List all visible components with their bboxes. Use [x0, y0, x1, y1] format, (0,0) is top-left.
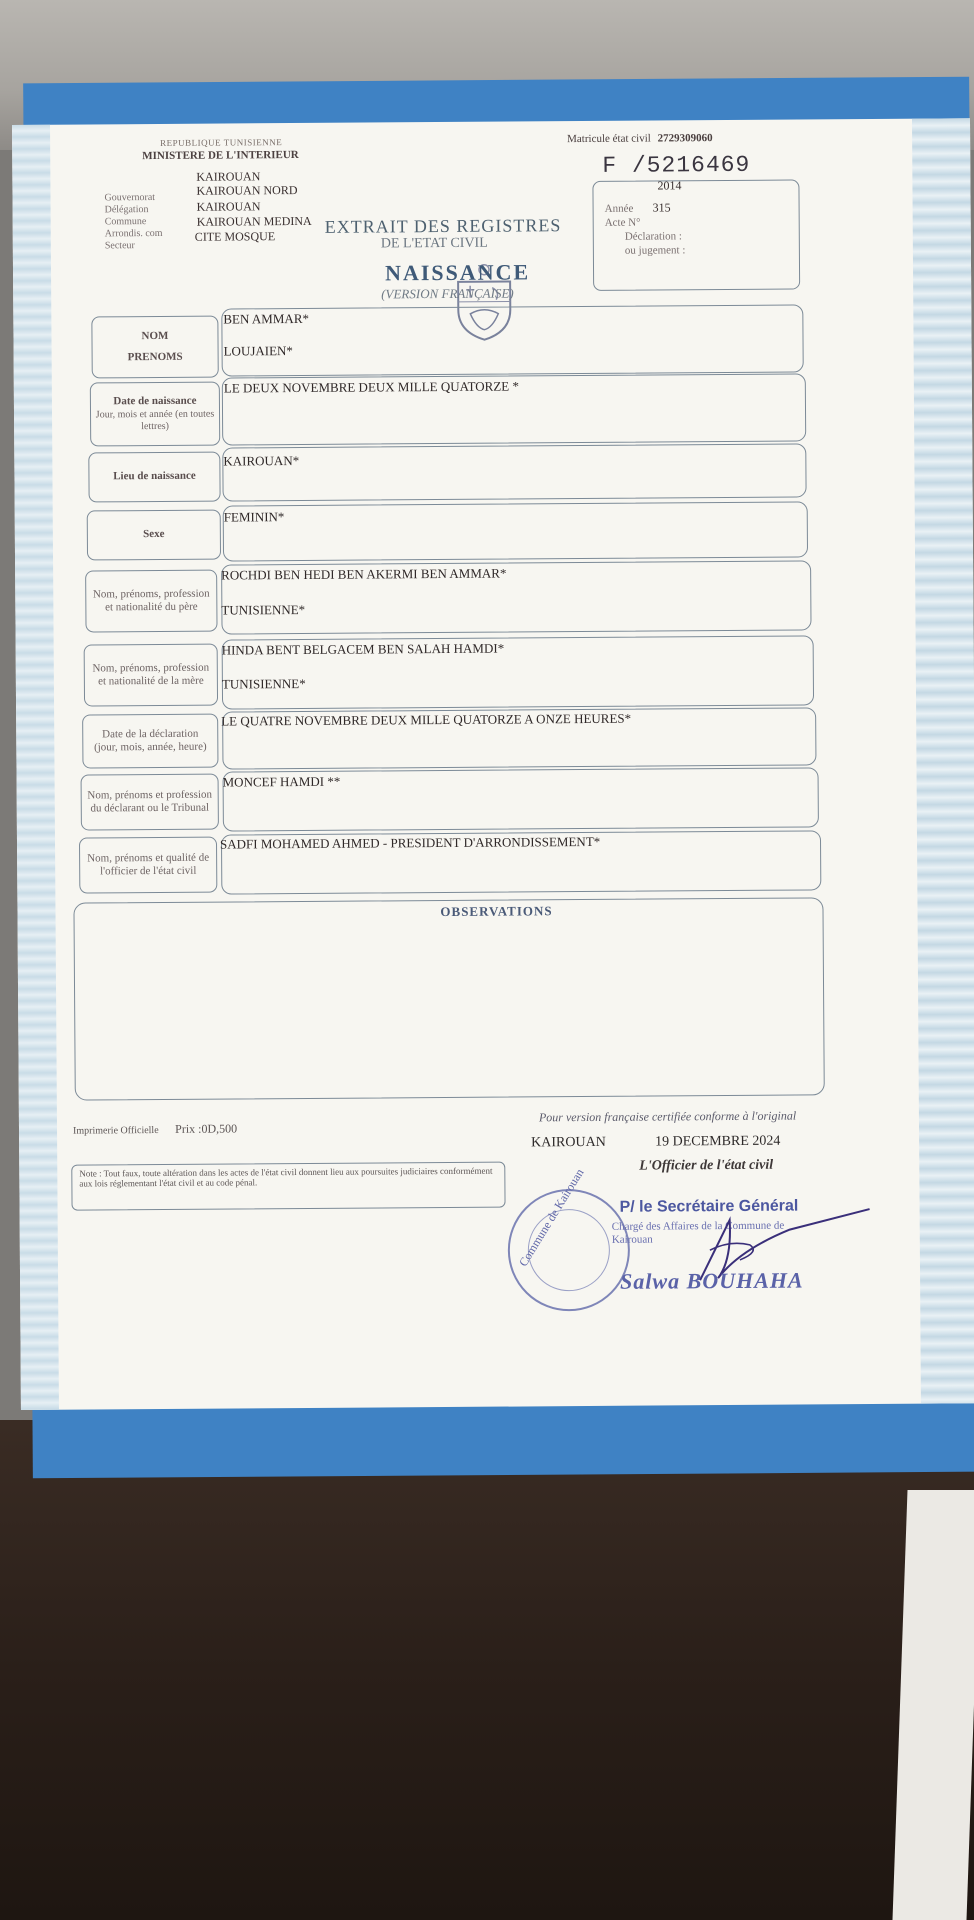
commune-value: KAIROUAN [196, 199, 261, 214]
version-label: (VERSION FRANÇAISE) [381, 285, 514, 302]
label-date-naissance: Date de naissance Jour, mois et année (en toutes lettres) [90, 382, 220, 447]
document-title: EXTRAIT DES REGISTRES [324, 215, 562, 237]
delegation-label: Délégation [104, 204, 149, 216]
birth-certificate [12, 118, 974, 1410]
issue-date: 19 DECEMBRE 2024 [655, 1133, 781, 1150]
arrondis-value: KAIROUAN MEDINA [196, 213, 312, 229]
acte-value: 315 [652, 200, 671, 215]
matricule-label: Matricule état civil 2729309060 [567, 132, 713, 146]
acte-box [592, 180, 800, 291]
label-officier: Nom, prénoms et qualité de l'officier de l'état civil [79, 837, 217, 894]
value-lieu: KAIROUAN* [223, 453, 300, 469]
value-officier: SADFI MOHAMED AHMED - PRESIDENT D'ARRONDISSEMENT* [219, 833, 601, 852]
issue-place: KAIROUAN [531, 1134, 606, 1151]
price-label: Prix :0D,500 [175, 1121, 238, 1136]
value-prenoms: LOUJAIEN* [223, 343, 293, 359]
label-mere: Nom, prénoms, profession et nationalité de la mère [84, 644, 218, 707]
document-subtitle: DE L'ETAT CIVIL [380, 235, 488, 252]
republic-label: REPUBLIQUE TUNISIENNE [160, 137, 283, 148]
value-pere-nationalite: TUNISIENNE* [221, 601, 306, 618]
label-declarant: Nom, prénoms et profession du déclarant ou le Tribunal [81, 774, 219, 831]
officer-title: L'Officier de l'état civil [639, 1157, 774, 1174]
governorate-label: Gouvernorat [104, 192, 156, 204]
value-pere: ROCHDI BEN HEDI BEN AKERMI BEN AMMAR* [221, 565, 507, 583]
secteur-value: CITE MOSQUE [194, 229, 276, 244]
printer-label: Imprimerie Officielle Prix :0D,500 [72, 1121, 238, 1137]
secretary-title: P/ le Secrétaire Général [619, 1197, 799, 1216]
guilloche-right-border [912, 118, 974, 1403]
commune-label: Commune [104, 216, 147, 228]
label-sexe: Sexe [87, 510, 221, 561]
year-value: 2014 [657, 178, 682, 193]
secteur-label: Secteur [104, 240, 135, 252]
observations-box [73, 897, 824, 1100]
label-date-declaration: Date de la déclaration (jour, mois, année, heure) [82, 714, 218, 769]
value-box-sexe [223, 501, 808, 561]
background-paper [892, 1490, 974, 1920]
value-mere-nationalite: TUNISIENNE* [221, 675, 306, 692]
label-lieu-naissance: Lieu de naissance [88, 452, 220, 503]
value-sexe: FEMININ* [223, 509, 285, 525]
value-mere: HINDA BENT BELGACEM BEN SALAH HAMDI* [221, 640, 505, 658]
value-declarant: MONCEF HAMDI ** [222, 773, 341, 790]
acte-label: Acte N° [604, 216, 641, 229]
document-type: NAISSANCE [384, 259, 531, 286]
ministry-label: MINISTERE DE L'INTERIEUR [142, 148, 299, 163]
certified-label: Pour version française certifiée conforme à l'original [538, 1108, 797, 1125]
jugement-label: ou jugement : [624, 244, 686, 257]
serial-number: F /5216469 [602, 151, 751, 179]
label-pere: Nom, prénoms, profession et nationalité du père [85, 570, 217, 633]
background-table [0, 1420, 974, 1920]
matricule-value: 2729309060 [657, 132, 713, 145]
signatory-name: Salwa BOUHAHA [619, 1267, 804, 1294]
value-date-declaration: LE QUATRE NOVEMBRE DEUX MILLE QUATORZE A ONZE HEURES* [221, 710, 632, 729]
stamp-text: Commune de Kairouan [515, 1166, 587, 1269]
observations-title: OBSERVATIONS [440, 903, 553, 920]
year-label: Année [604, 202, 634, 215]
delegation-value: KAIROUAN NORD [196, 183, 298, 198]
secretary-subtitle: Chargé des Affaires de la Commune de Kairouan [611, 1219, 785, 1247]
value-nom: BEN AMMAR* [223, 310, 310, 327]
label-nom-prenoms: NOM PRENOMS [91, 316, 218, 379]
legal-note: Note : Tout faux, toute altération dans les actes de l'état civil donnent lieu aux poursuites judiciaires conformément aux lois réglementant l'état civil et au code pénal. [79, 1165, 493, 1189]
declaration-label: Déclaration : [624, 230, 682, 243]
arrondis-label: Arrondis. com [104, 227, 163, 240]
value-date-naissance: LE DEUX NOVEMBRE DEUX MILLE QUATORZE * [223, 378, 520, 396]
governorate-value: KAIROUAN [196, 169, 261, 184]
value-box-lieu [222, 443, 806, 501]
guilloche-left-border [12, 125, 59, 1410]
